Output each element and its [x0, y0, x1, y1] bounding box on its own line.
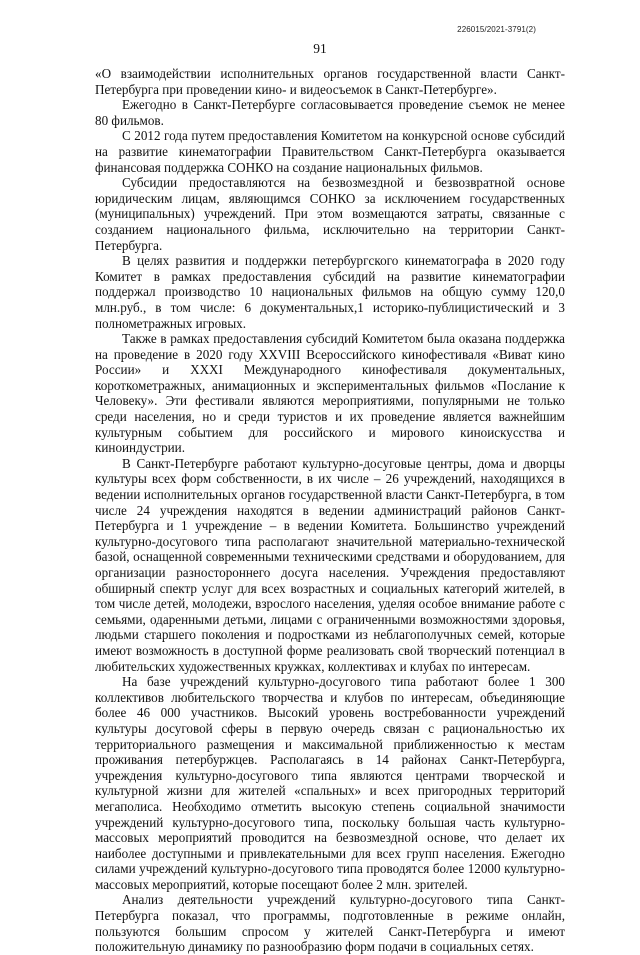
paragraph: В Санкт-Петербурге работают культурно-досуговые центры, дома и дворцы культуры всех форм собственности, в их числе – 26 учреждений, находящихся в ведении исполнительных органов государственной власти Санкт-Петербурга, в том числе 24 учреждения находятся в ведении администраций районов Санкт-Петербурга и 1 учреждение – в ведении Комитета. Большинство учреждений культурно-досугового типа располагают значительной материально-технической базой, оснащенной современными техническими средствами и оборудованием, для организации разностороннего досуга населения. Учреждения предоставляют обширный спектр услуг для всех возрастных и социальных категорий жителей, в том числе детей, молодежи, взрослого населения, уделяя особое внимание работе с семьями, одаренными детьми, лицами с ограниченными возможностями здоровья, людьми старшего поколения и подростками из неблагополучных семей, которые имеют возможность в доступной форме реализовать свой творческий потенциал в любительских художественных кружках, коллективах и клубах по интересам. [95, 455, 565, 674]
paragraph: На базе учреждений культурно-досугового типа работают более 1 300 коллективов любительского творчества и клубов по интересам, объединяющие более 46 000 участников. Высокий уровень востребованности учреждений культуры досуговой сферы в первую очередь связан с рациональностью их территориального размещения и максимальной приближенностью к местам проживания петербуржцев. Располагаясь в 14 районах Санкт-Петербурга, учреждения культурно-досугового типа являются центрами творческой и культурной жизни для жителей «спальных» и всех пригородных территорий мегаполиса. Необходимо отметить высокую степень социальной значимости учреждений культурно-досугового типа, поскольку большая часть культурно-массовых мероприятий проводится на безвозмездной основе, что делает их наиболее доступными и привлекательными для всех групп населения. Ежегодно силами учреждений культурно-досугового типа проводятся более 12000 культурно-массовых мероприятий, которые посещают более 2 млн. зрителей. [95, 674, 565, 892]
paragraph: Также в рамках предоставления субсидий Комитетом была оказана поддержка на проведение в 2020 году XXVIII Всероссийского кинофестиваля «Виват кино России» и XXXI Международного кинофестиваля документальных, короткометражных, анимационных и экспериментальных фильмов «Послание к Человеку». Эти фестивали являются мероприятиями, популярными не только среди населения, но и среди туристов и их проведение является важнейшим культурным событием для российского и мирового киноискусства и киноиндустрии. [95, 331, 565, 456]
paragraph: Ежегодно в Санкт-Петербурге согласовывается проведение съемок не менее 80 фильмов. [95, 97, 565, 128]
document-registration-number: 226015/2021-3791(2) [457, 25, 536, 34]
page-number: 91 [313, 41, 327, 56]
paragraph: Анализ деятельности учреждений культурно-досугового типа Санкт-Петербурга показал, что программы, подготовленные в режиме онлайн, пользуются большим спросом у жителей Санкт-Петербурга и имеют положительную динамику по разнообразию форм подачи в социальных сетях. [95, 892, 565, 955]
paragraph: В целях развития и поддержки петербургского кинематографа в 2020 году Комитет в рамках предоставления субсидий на развитие кинематографии поддержал производство 10 национальных фильмов на общую сумму 120,0 млн.руб., в том числе: 6 документальных,1 историко-публицистический и 3 полнометражных игровых. [95, 253, 565, 331]
paragraph: С 2012 года путем предоставления Комитетом на конкурсной основе субсидий на развитие кинематографии Правительством Санкт-Петербурга оказывается финансовая поддержка СОНКО на создание национальных фильмов. [95, 128, 565, 175]
document-body [95, 66, 565, 955]
paragraph: Субсидии предоставляются на безвозмездной и безвозвратной основе юридическим лицам, являющимся СОНКО за исключением государственных (муниципальных) учреждений. При этом возмещаются затраты, связанные с созданием национального фильма, исключительно на территории Санкт-Петербурга. [95, 175, 565, 253]
paragraph: «О взаимодействии исполнительных органов государственной власти Санкт-Петербурга при проведении кино- и видеосъемок в Санкт-Петербурге». [95, 66, 565, 97]
